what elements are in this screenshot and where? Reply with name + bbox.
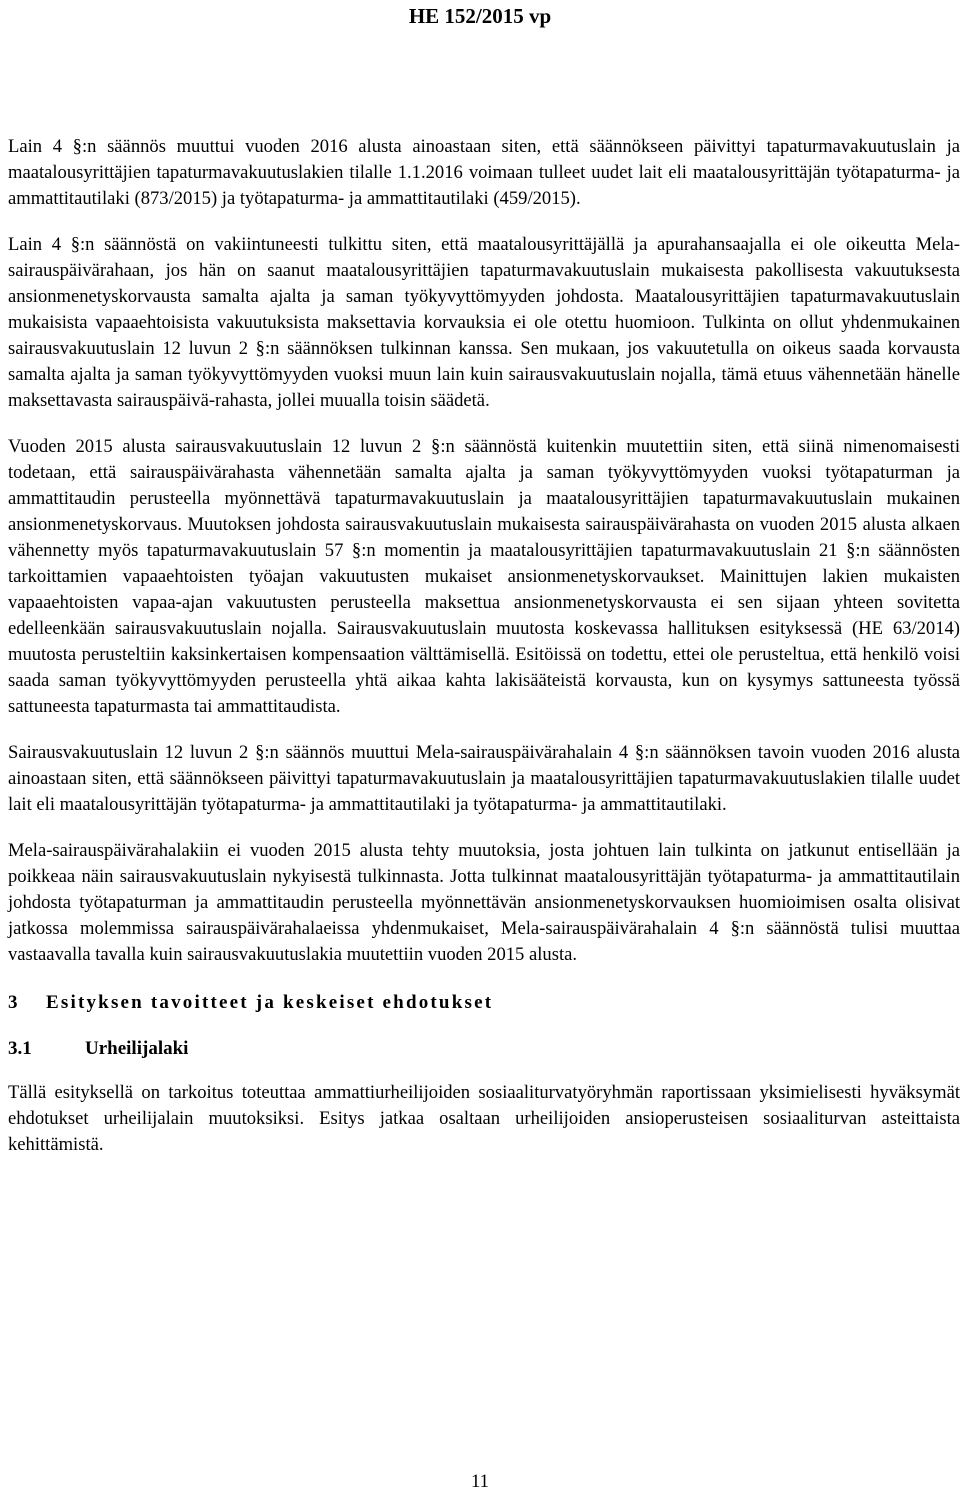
section-heading <box>8 990 960 1016</box>
paragraph-2: Lain 4 §:n säännöstä on vakiintuneesti tulkittu siten, että maatalousyrittäjällä ja apurahansaajalla ei ole oikeutta Mela-sairauspäivärahaan, jos hän on saanut maatalousyrittäjien tapaturmavakuutuslain mukaisesta pakollisesta vakuutuksesta ansionmenetyskorvausta samalta ajalta ja saman työkyvyttömyyden johdosta. Maatalousyrittäjien tapaturmavakuutuslain mukaisista vapaaehtoisista vakuutuksista maksettavia korvauksia ei ole otettu huomioon. Tulkinta on ollut yhdenmukainen sairausvakuutuslain 12 luvun 2 §:n säännöksen tulkinnan kanssa. Sen mukaan, jos vakuutetulla on oikeus saada korvausta samalta ajalta ja saman työkyvyttömyyden vuoksi muun lain kuin sairausvakuutuslain nojalla, tämä etuus vähennetään hänelle maksettavasta sairauspäivä-rahasta, jollei muualla toisin säädetä. <box>8 234 960 411</box>
section-number: 3 <box>8 992 18 1013</box>
subsection-title: Urheilijalaki <box>85 1038 189 1059</box>
subsection-number: 3.1 <box>8 1038 32 1059</box>
paragraph-5: Mela-sairauspäivärahalakiin ei vuoden 2015 alusta tehty muutoksia, josta johtuen lain tulkinta on jatkunut entisellään ja poikkeaa näin sairausvakuutuslain nykyisestä tulkinnasta. Jotta tulkinnat maatalousyrittäjän työtapaturma- ja ammattitautilain johdosta työtapaturman ja ammattitaudin perusteella myönnettävän ansionmenetyskorvauksen huomioimisen osalta olisivat jatkossa molemmissa sairauspäivärahalaeissa yhdenmukaiset, Mela-sairauspäivärahalain 4 §:n säännöstä tulisi muuttaa vastaavalla tavalla kuin sairausvakuutuslakia muutettiin vuoden 2015 alusta. <box>8 840 960 965</box>
page-number: 11 <box>471 1471 489 1492</box>
page-header: HE 152/2015 vp <box>408 4 552 28</box>
subsection-paragraph: Tällä esityksellä on tarkoitus toteuttaa ammattiurheilijoiden sosiaaliturvatyöryhmän raportissaan yksimielisesti hyväksymät ehdotukset urheilijalain muutoksiksi. Esitys jatkaa osaltaan urheilijoiden ansioperusteisen sosiaaliturvan asteittaista kehittämistä. <box>8 1082 960 1155</box>
section-title: Esityksen tavoitteet ja keskeiset ehdotukset <box>46 992 494 1013</box>
subsection-heading <box>8 1036 960 1062</box>
document-body <box>8 134 960 1178</box>
paragraph-1: Lain 4 §:n säännös muuttui vuoden 2016 alusta ainoastaan siten, että säännökseen päivittyi tapaturmavakuutuslain ja maatalousyrittäjien tapaturmavakuutuslakien tilalle 1.1.2016 voimaan tulleet uudet lait eli maatalousyrittäjän työtapaturma- ja ammattitautilaki (873/2015) ja työtapaturma- ja ammattitautilaki (459/2015). <box>8 136 960 209</box>
paragraph-4: Sairausvakuutuslain 12 luvun 2 §:n säännös muuttui Mela-sairauspäivärahalain 4 §:n säännöksen tavoin vuoden 2016 alusta ainoastaan siten, että säännökseen päivittyi tapaturmavakuutuslain ja maatalousyrittäjien tapaturmavakuutuslakien tilalle uudet lait eli maatalousyrittäjän työtapaturma- ja ammattitautilaki ja työtapaturma- ja ammattitautilaki. <box>8 742 960 815</box>
paragraph-3: Vuoden 2015 alusta sairausvakuutuslain 12 luvun 2 §:n säännöstä kuitenkin muutettiin siten, että siinä nimenomaisesti todetaan, että sairauspäivärahasta vähennetään samalta ajalta ja saman työkyvyttömyyden vuoksi työtapaturman ja ammattitaudin perusteella myönnettävä tapaturmavakuutuslain ja maatalousyrittäjien tapaturmavakuutuslain mukainen ansionmenetyskorvaus. Muutoksen johdosta sairausvakuutuslain mukaisesta sairauspäivärahasta on vuoden 2015 alusta alkaen vähennetty myös tapaturmavakuutuslain 57 §:n momentin ja maatalousyrittäjien tapaturmavakuutuslain 21 §:n säännösten tarkoittamien vapaaehtoisten työajan vakuutusten mukaiset ansionmenetyskorvaukset. Mainittujen lakien mukaisten vapaaehtoisten vapaa-ajan vakuutusten perusteella maksettua ansionmenetyskorvausta ei sen sijaan yhteen sovitetta edelleenkään sairausvakuutuslain nojalla. Sairausvakuutuslain muutosta koskevassa hallituksen esityksessä (HE 63/2014) muutosta perusteltiin kaksinkertaisen kompensaation välttämisellä. Esitöissä on todettu, ettei ole perusteltua, että henkilö voisi saada saman työkyvyttömyyden perusteella yhtä aikaa kahta lakisääteistä korvausta, kun on kysymys sattuneesta työssä sattuneesta tapaturmasta tai ammattitaudista. <box>8 436 960 717</box>
